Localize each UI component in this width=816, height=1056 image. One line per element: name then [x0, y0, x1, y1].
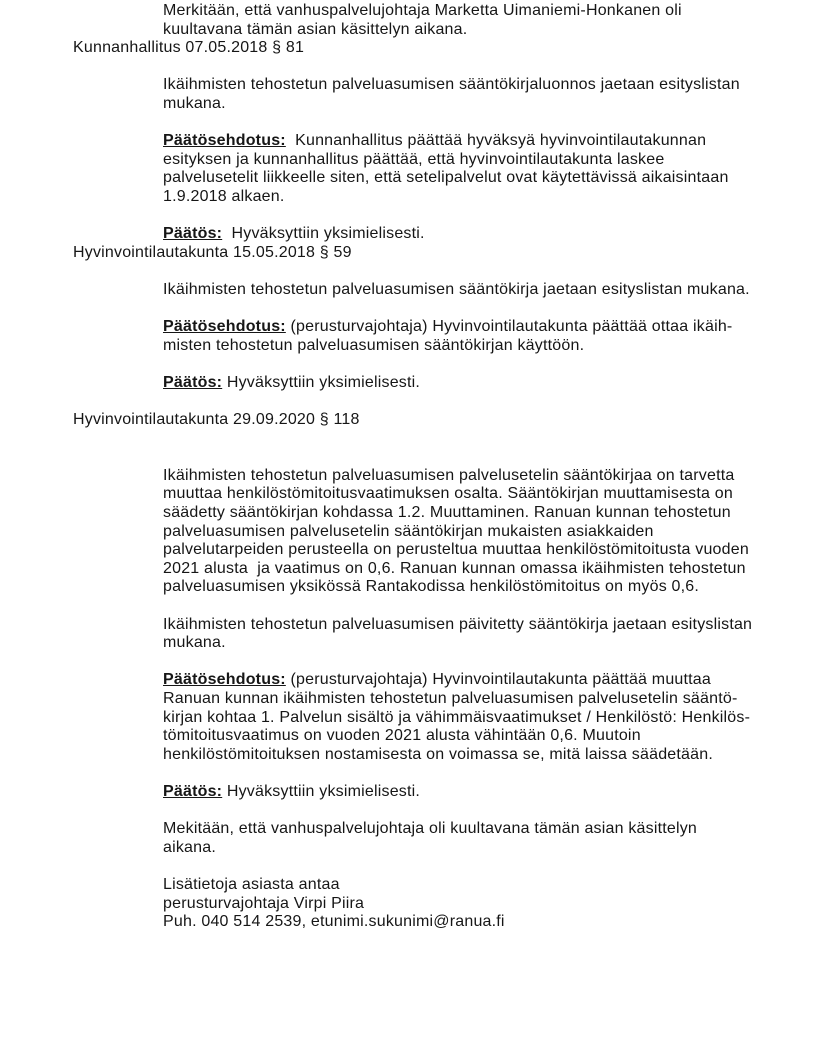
paragraph-line: henkilöstömitoituksen nostamisesta on voimassa se, mitä laissa säädetään.	[163, 745, 713, 763]
paragraph-line: mukana.	[163, 94, 226, 112]
paragraph-line	[0, 225, 816, 244]
paragraph-line	[0, 318, 816, 337]
blank-line	[0, 355, 816, 374]
blank-line	[0, 114, 816, 133]
paragraph-line: Puh. 040 514 2539, etunimi.sukunimi@ranua.fi	[163, 913, 505, 931]
blank-line	[0, 207, 816, 226]
paragraph-text: Hyväksyttiin yksimielisesti.	[222, 373, 421, 391]
paragraph-line: aikana.	[163, 838, 216, 856]
blank-line	[0, 300, 816, 319]
decision-label: Päätös:	[163, 782, 223, 800]
paragraph-line: Ranuan kunnan ikäihmisten tehostetun palveluasumisen palvelusetelin sääntö-	[163, 689, 738, 707]
paragraph-line: misten tehostetun palveluasumisen sääntökirjan käyttöön.	[163, 336, 585, 354]
paragraph-text: Hyväksyttiin yksimielisesti.	[222, 782, 421, 800]
paragraph-line: perusturvajohtaja Virpi Piira	[163, 894, 365, 912]
paragraph-line: kirjan kohtaa 1. Palvelun sisältö ja vähimmäisvaatimukset / Henkilöstö: Henkilös-	[163, 708, 751, 726]
paragraph-line: kuultavana tämän asian käsittelyn aikana.	[163, 20, 468, 38]
paragraph-line: Ikäihmisten tehostetun palveluasumisen päivitetty sääntökirja jaetaan esityslistan	[163, 615, 753, 633]
paragraph-line	[0, 132, 816, 151]
blank-line	[0, 653, 816, 672]
blank-line	[0, 597, 816, 616]
section-heading: Hyvinvointilautakunta 29.09.2020 § 118	[73, 411, 360, 429]
paragraph-text: (perusturvajohtaja) Hyvinvointilautakunta päättää ottaa ikäih-	[285, 318, 733, 336]
paragraph-line: 1.9.2018 alkaen.	[163, 187, 285, 205]
paragraph-line: palvelusetelit liikkeelle siten, että setelipalvelut ovat käytettävissä aikaisintaan	[163, 169, 729, 187]
paragraph-line: säädetty sääntökirjan kohdassa 1.2. Muuttaminen. Ranuan kunnan tehostetun	[163, 504, 731, 522]
paragraph-line: palveluasumisen palvelusetelin sääntökirjan mukaisten asiakkaiden	[163, 522, 654, 540]
decision-label: Päätösehdotus:	[163, 132, 286, 150]
decision-label: Päätösehdotus:	[163, 318, 286, 336]
blank-line	[0, 448, 816, 467]
paragraph-line: Ikäihmisten tehostetun palveluasumisen sääntökirjaluonnos jaetaan esityslistan	[163, 76, 740, 94]
paragraph-line: palvelutarpeiden perusteella on perusteltua muuttaa henkilöstömitoitusta vuoden	[163, 541, 749, 559]
blank-line	[0, 392, 816, 411]
paragraph-text: (perusturvajohtaja) Hyvinvointilautakunta päättää muuttaa	[285, 671, 711, 689]
paragraph-line	[0, 671, 816, 690]
paragraph-line: tömitoitusvaatimus on vuoden 2021 alusta vähintään 0,6. Muutoin	[163, 727, 641, 745]
decision-label: Päätös:	[163, 373, 223, 391]
blank-line	[0, 58, 816, 77]
paragraph-line: Lisätietoja asiasta antaa	[163, 875, 340, 893]
blank-line	[0, 802, 816, 821]
decision-label: Päätösehdotus:	[163, 671, 286, 689]
decision-label: Päätös:	[163, 225, 223, 243]
section-heading: Kunnanhallitus 07.05.2018 § 81	[73, 39, 305, 57]
paragraph-text: Hyväksyttiin yksimielisesti.	[222, 225, 425, 243]
paragraph-line: Ikäihmisten tehostetun palveluasumisen sääntökirja jaetaan esityslistan mukana.	[163, 280, 750, 298]
section-heading: Hyvinvointilautakunta 15.05.2018 § 59	[73, 243, 352, 261]
blank-line	[0, 764, 816, 783]
paragraph-line	[0, 374, 816, 393]
blank-line	[0, 857, 816, 876]
paragraph-text: Kunnanhallitus päättää hyväksyä hyvinvointilautakunnan	[285, 132, 707, 150]
paragraph-line: Mekitään, että vanhuspalvelujohtaja oli kuultavana tämän asian käsittelyn	[163, 820, 698, 838]
paragraph-line: esityksen ja kunnanhallitus päättää, että hyvinvointilautakunta laskee	[163, 150, 665, 168]
blank-line	[0, 262, 816, 281]
paragraph-line: Merkitään, että vanhuspalvelujohtaja Marketta Uimaniemi-Honkanen oli	[163, 2, 682, 19]
paragraph-line: mukana.	[163, 634, 226, 652]
paragraph-line: palveluasumisen yksikössä Rantakodissa henkilöstömitoitus on myös 0,6.	[163, 578, 700, 596]
paragraph-line: muuttaa henkilöstömitoitusvaatimuksen osalta. Sääntökirjan muuttamisesta on	[163, 485, 733, 503]
paragraph-line: Ikäihmisten tehostetun palveluasumisen palvelusetelin sääntökirjaa on tarvetta	[163, 466, 735, 484]
paragraph-line	[0, 783, 816, 802]
paragraph-line: 2021 alusta ja vaatimus on 0,6. Ranuan kunnan omassa ikäihmisten tehostetun	[163, 559, 746, 577]
blank-line	[0, 430, 816, 449]
